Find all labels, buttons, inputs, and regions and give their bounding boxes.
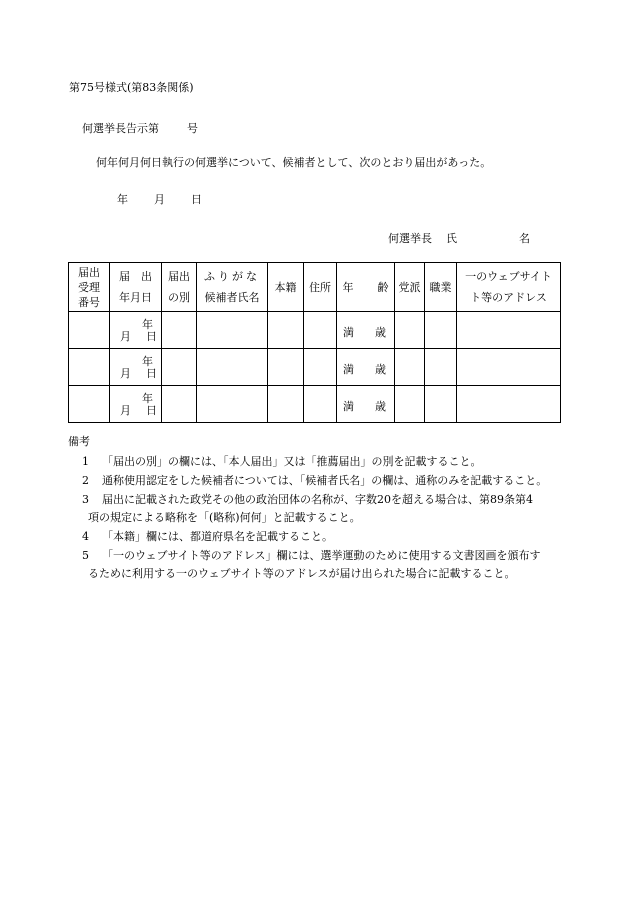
table-row — [69, 312, 561, 349]
cell-address — [304, 386, 337, 423]
cell-website — [457, 312, 561, 349]
cell-age-man: 満 — [343, 363, 354, 376]
cell-party — [395, 386, 425, 423]
remark-item — [82, 456, 482, 467]
remarks-title: 備考 — [68, 435, 90, 448]
header-website-line2: ト等のアドレス — [470, 291, 547, 304]
date-month: 月 — [154, 193, 165, 206]
date-day: 日 — [191, 193, 202, 206]
date-year: 年 — [117, 193, 128, 206]
cell-filing-date — [110, 349, 162, 386]
cell-year-label: 年 — [142, 355, 153, 368]
cell-domicile — [268, 349, 304, 386]
remark-item — [82, 475, 547, 486]
cell-filing-date — [110, 312, 162, 349]
header-receipt-no-line2: 受理 — [78, 280, 100, 294]
cell-year-label: 年 — [142, 318, 153, 331]
cell-age — [337, 349, 395, 386]
cell-party — [395, 312, 425, 349]
date-line — [117, 194, 202, 205]
header-filing-date — [110, 263, 162, 312]
cell-age-man: 満 — [343, 400, 354, 413]
notice-prefix: 何選挙長告示第 — [82, 122, 159, 135]
header-website — [457, 263, 561, 312]
cell-filing-type — [162, 312, 197, 349]
header-website-line1: 一のウェブサイト — [465, 270, 552, 283]
cell-candidate-name — [197, 349, 268, 386]
signature-line — [388, 233, 530, 244]
table-row — [69, 386, 561, 423]
header-receipt-no-line3: 番号 — [78, 295, 100, 309]
cell-age — [337, 312, 395, 349]
cell-age — [337, 386, 395, 423]
cell-filing-date — [110, 386, 162, 423]
table-header-row — [69, 263, 561, 312]
header-age — [337, 263, 395, 312]
header-candidate-name — [197, 263, 268, 312]
remark-text: 「一のウェブサイト等のアドレス」欄には、選挙運動のために使用する文書図画を頒布す — [102, 549, 541, 562]
notice-suffix: 号 — [187, 122, 198, 135]
cell-age-sai: 歳 — [375, 363, 386, 376]
cell-year-label: 年 — [142, 392, 153, 405]
candidate-notification-table — [68, 262, 561, 423]
cell-occupation — [425, 349, 457, 386]
cell-day-label: 日 — [146, 404, 157, 417]
cell-domicile — [268, 386, 304, 423]
remark-continuation: るために利用する一のウェブサイト等のアドレスが届け出られた場合に記載すること。 — [88, 567, 516, 580]
remark-number: 3 — [82, 493, 89, 506]
cell-website — [457, 386, 561, 423]
remark-text: 「届出の別」の欄には、「本人届出」又は「推薦届出」の別を記載すること。 — [102, 455, 482, 468]
cell-month-label: 月 — [120, 367, 131, 380]
cell-filing-type — [162, 349, 197, 386]
signature-title: 何選挙長 — [388, 232, 432, 245]
cell-day-label: 日 — [146, 367, 157, 380]
cell-age-sai: 歳 — [375, 326, 386, 339]
header-address: 住所 — [304, 263, 337, 312]
header-age-rei: 齢 — [377, 280, 389, 294]
header-occupation: 職業 — [425, 263, 457, 312]
remark-number: 1 — [82, 455, 89, 468]
notice-number-line — [82, 123, 198, 134]
cell-receipt-no — [69, 312, 110, 349]
cell-month-label: 月 — [120, 330, 131, 343]
cell-filing-type — [162, 386, 197, 423]
header-age-nen: 年 — [342, 280, 354, 294]
header-filing-date-line1: 届 出 — [119, 270, 152, 283]
notice-statement: 何年何月何日執行の何選挙について、候補者として、次のとおり届出があった。 — [96, 156, 492, 169]
cell-month-label: 月 — [120, 404, 131, 417]
remark-number: 2 — [82, 474, 89, 487]
cell-age-man: 満 — [343, 326, 354, 339]
remark-text: 届出に記載された政党その他の政治団体の名称が、字数20を超える場合は、第89条第4 — [102, 493, 533, 506]
cell-address — [304, 349, 337, 386]
cell-candidate-name — [197, 312, 268, 349]
cell-party — [395, 349, 425, 386]
remark-item — [82, 494, 533, 505]
cell-candidate-name — [197, 386, 268, 423]
cell-receipt-no — [69, 349, 110, 386]
table-row — [69, 349, 561, 386]
cell-address — [304, 312, 337, 349]
remark-item — [82, 550, 540, 561]
signature-shi: 氏 — [446, 232, 457, 245]
remark-text: 通称使用認定をした候補者については、「候補者氏名」の欄は、通称のみを記載すること。 — [102, 474, 548, 487]
header-domicile: 本籍 — [268, 263, 304, 312]
cell-day-label: 日 — [146, 330, 157, 343]
header-receipt-no-line1: 届出 — [78, 265, 100, 279]
cell-age-sai: 歳 — [375, 400, 386, 413]
cell-occupation — [425, 386, 457, 423]
remark-number: 5 — [82, 549, 89, 562]
header-furigana: ふりがな — [204, 270, 260, 283]
header-party: 党派 — [395, 263, 425, 312]
header-candidate-name-line: 候補者氏名 — [204, 291, 260, 304]
remark-item — [82, 531, 333, 542]
header-filing-type-line2: の別 — [168, 291, 190, 304]
remark-number: 4 — [82, 530, 89, 543]
cell-domicile — [268, 312, 304, 349]
header-filing-date-line2: 年月日 — [119, 291, 152, 304]
header-receipt-no — [69, 263, 110, 312]
signature-mei: 名 — [519, 232, 530, 245]
header-filing-type-line1: 届出 — [168, 270, 190, 283]
cell-receipt-no — [69, 386, 110, 423]
cell-occupation — [425, 312, 457, 349]
remark-continuation: 項の規定による略称を「(略称)何何」と記載すること。 — [88, 511, 361, 524]
form-label: 第75号様式(第83条関係) — [69, 81, 194, 94]
remark-text: 「本籍」欄には、都道府県名を記載すること。 — [102, 530, 333, 543]
cell-website — [457, 349, 561, 386]
header-filing-type — [162, 263, 197, 312]
